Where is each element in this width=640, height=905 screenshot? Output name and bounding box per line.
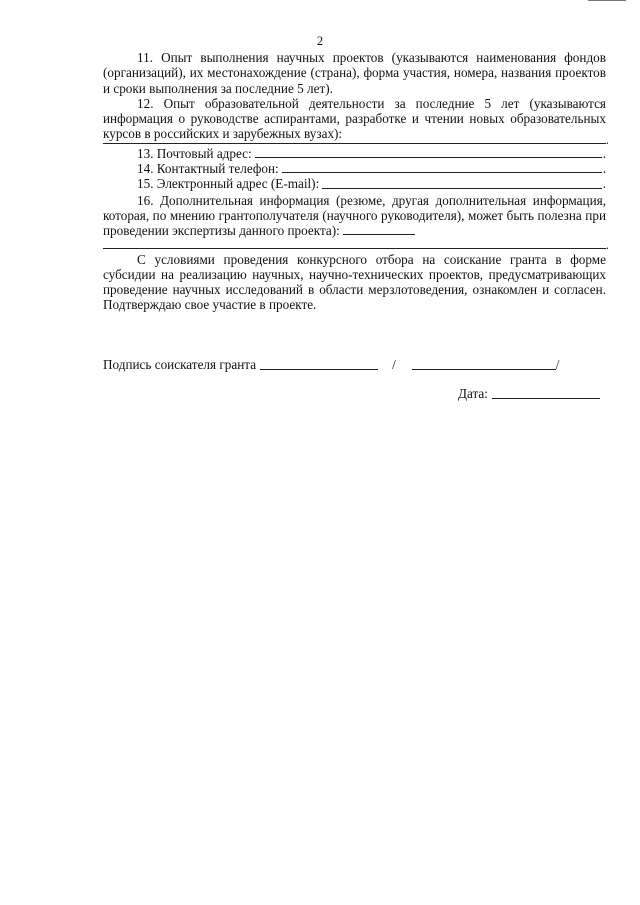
signature-name-input-line[interactable]	[412, 368, 556, 370]
item-11-text: 11. Опыт выполнения научных проектов (указываются наименования фондов (организаций), их местонахождение (страна), форма участия, номера, названия проектов и сроки выполнения за последние 5 лет).	[103, 50, 606, 96]
signature-label: Подпись соискателя гранта	[103, 357, 257, 372]
date-row	[458, 386, 600, 402]
signature-separator: /	[392, 357, 396, 372]
item-12-line-end: .	[605, 131, 609, 147]
postal-address-end: .	[602, 145, 606, 161]
item-16-answer-line[interactable]	[103, 236, 609, 252]
signature-row	[103, 357, 606, 373]
signature-input-line[interactable]	[260, 368, 378, 370]
email-end: .	[602, 176, 606, 192]
item-16-line-end: .	[605, 236, 609, 252]
item-16-text	[103, 193, 606, 239]
item-12-answer-line[interactable]	[103, 131, 609, 147]
form-body	[103, 50, 609, 313]
email-label: 15. Электронный адрес (E-mail):	[137, 176, 320, 192]
date-label: Дата:	[458, 386, 488, 401]
phone-label: 14. Контактный телефон:	[137, 161, 279, 177]
item-16-body: 16. Дополнительная информация (резюме, другая дополнительная информация, которая, по мнению грантополучателя (научного руководителя), может быть полезна при проведении экспертизы данного проекта):	[103, 192, 606, 239]
page-number: 2	[316, 34, 324, 48]
phone-end: .	[602, 161, 606, 177]
top-edge-mark	[588, 0, 626, 1]
conditions-statement: С условиями проведения конкурсного отбора на соискание гранта в форме субсидии на реализацию научных, научно-технических проектов, предусматривающих проведение научных исследований в области мерзлотоведения, ознакомлен и согласен. Подтверждаю свое участие в проекте.	[103, 251, 606, 313]
email-field	[103, 176, 606, 191]
postal-address-label: 13. Почтовый адрес:	[137, 145, 252, 161]
email-input-line[interactable]	[322, 187, 601, 189]
phone-input-line[interactable]	[282, 171, 602, 173]
phone-field	[103, 161, 606, 176]
postal-address-input-line[interactable]	[255, 156, 602, 158]
item-16-inline-line[interactable]	[343, 233, 415, 235]
item-12-text: 12. Опыт образовательной деятельности за последние 5 лет (указываются информация о руководстве аспирантами, разработке и чтении новых образовательных курсов в российских и зарубежных вузах):	[103, 95, 606, 142]
signature-end: /	[555, 357, 560, 372]
date-input-line[interactable]	[492, 397, 600, 399]
postal-address-field	[103, 146, 606, 161]
